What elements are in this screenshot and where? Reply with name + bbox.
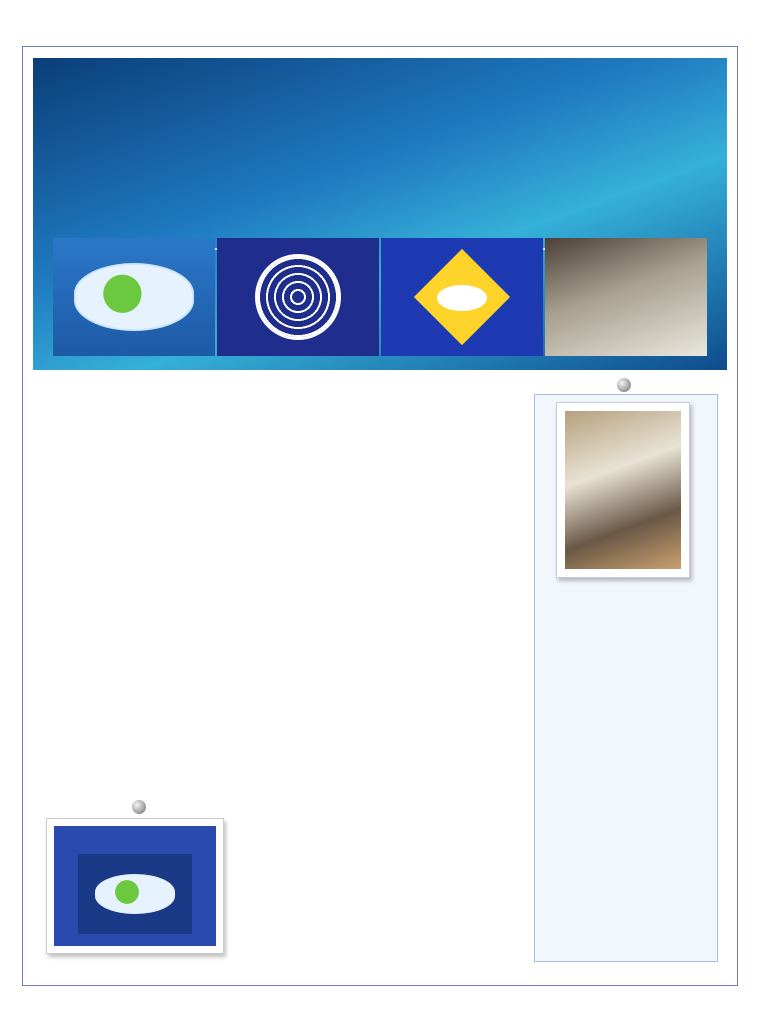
tile-un-emblem [217, 238, 379, 356]
banner-tiles [53, 238, 707, 356]
wga-text [437, 285, 487, 311]
fact-line [60, 590, 530, 632]
placard [46, 818, 224, 954]
tile-world-map [53, 238, 215, 356]
fact-line [60, 716, 530, 758]
event-photo [565, 411, 681, 569]
placard-map [78, 854, 192, 934]
placard-inner [54, 826, 216, 946]
fact-list [60, 506, 530, 800]
fact-line [60, 632, 530, 674]
world-map-icon [74, 263, 194, 331]
fact-line [60, 674, 530, 716]
wga-star-icon [414, 249, 510, 345]
fact-line [60, 758, 530, 800]
fact-line [60, 506, 530, 548]
photo-card [556, 402, 690, 578]
fact-line [60, 548, 530, 590]
pushpin-icon [617, 378, 631, 392]
un-emblem-icon [255, 254, 341, 340]
tile-wga-logo [381, 238, 543, 356]
pushpin-icon [132, 800, 146, 814]
banner [33, 58, 727, 370]
world-map-icon [95, 874, 175, 914]
tile-event-photo [545, 238, 707, 356]
